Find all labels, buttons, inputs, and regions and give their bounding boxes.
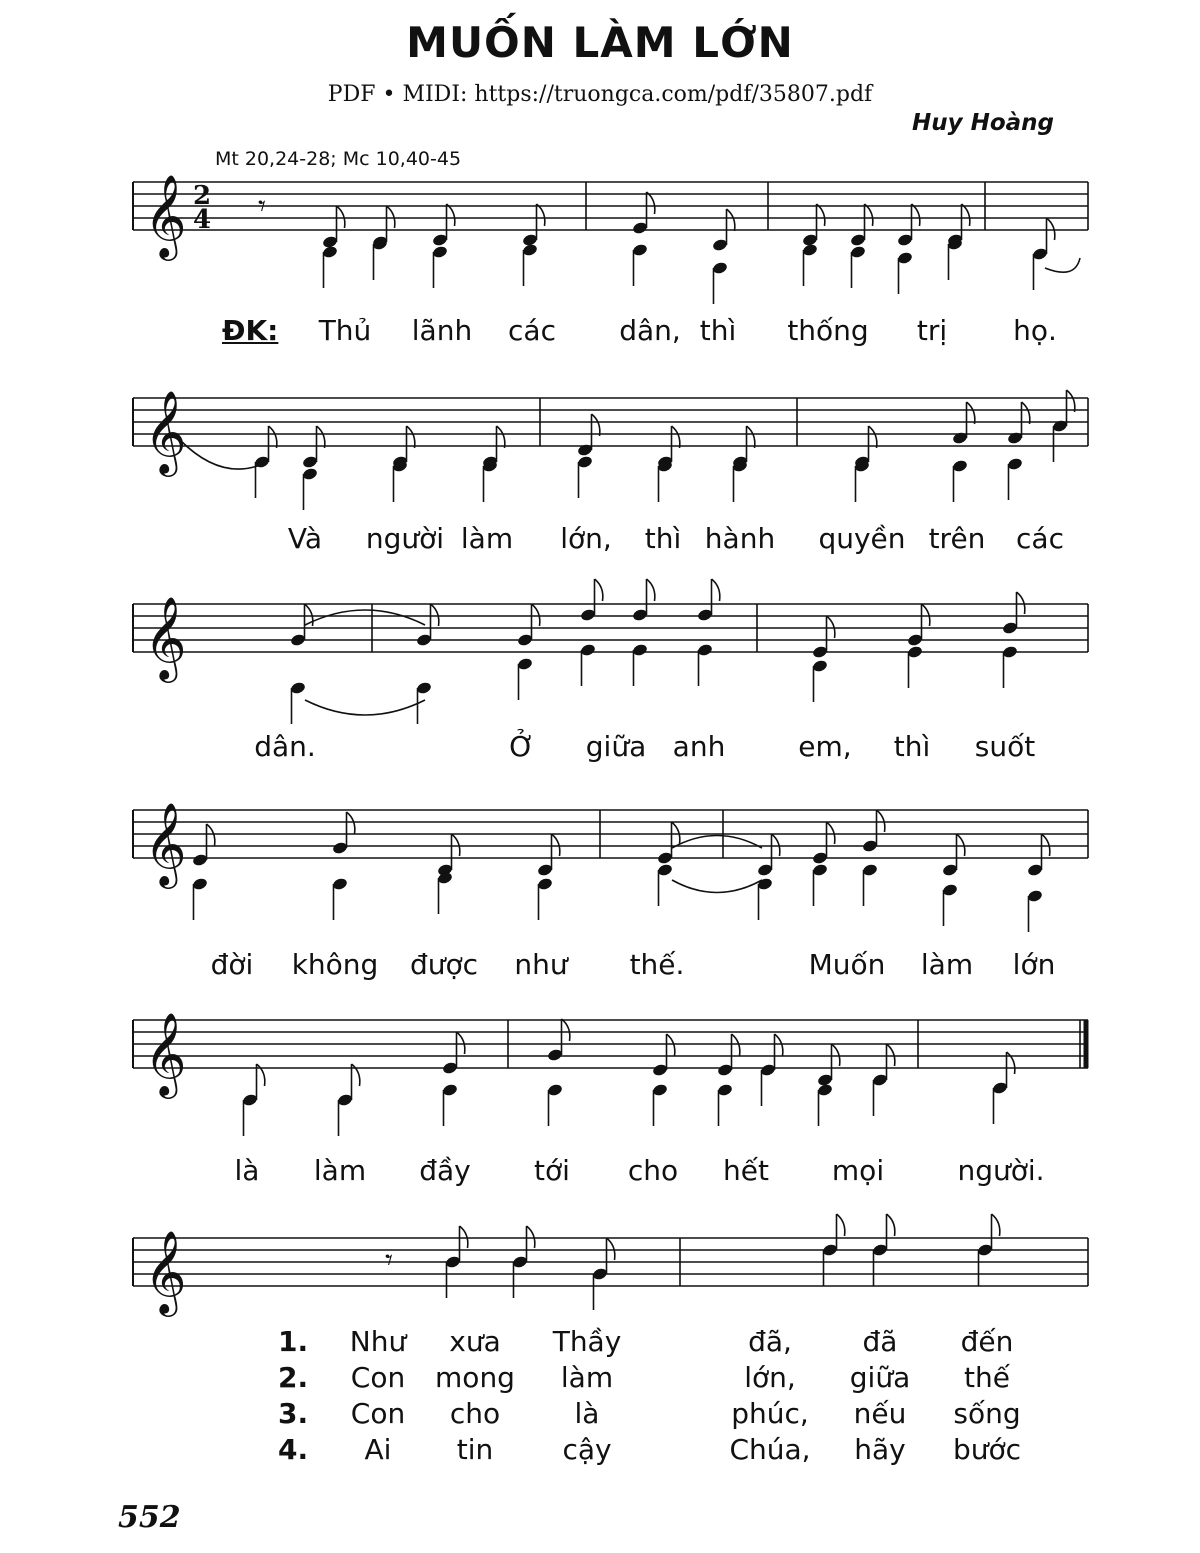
- note-flag: [837, 1214, 845, 1236]
- lyric-syllable: lãnh: [411, 314, 473, 347]
- note-flag: [447, 204, 455, 226]
- verse-number: 2.: [278, 1361, 309, 1394]
- note-flag: [497, 426, 505, 448]
- verse-lyric-syllable: lớn,: [744, 1361, 796, 1394]
- tie: [305, 610, 425, 625]
- note-flag: [1067, 390, 1075, 412]
- lyric-syllable: cho: [627, 1154, 679, 1187]
- note-flag: [527, 1226, 535, 1248]
- song-title: MUỐN LÀM LỚN: [406, 18, 794, 67]
- treble-clef-icon: 𝄞: [144, 1011, 187, 1095]
- note-flag: [827, 616, 835, 638]
- note-flag: [912, 204, 920, 226]
- lyric-syllable: các: [508, 314, 556, 347]
- verse-lyric-syllable: Như: [349, 1325, 407, 1358]
- verse-lyric-syllable: tin: [456, 1433, 494, 1466]
- lyric-syllable: làm: [460, 522, 514, 555]
- treble-clef-icon: 𝄞: [144, 173, 187, 257]
- note-flag: [992, 1214, 1000, 1236]
- lyric-syllable: được: [409, 948, 479, 981]
- note-flag: [1047, 218, 1055, 240]
- verse-lyric-syllable: hãy: [854, 1433, 906, 1466]
- note-flag: [667, 1034, 675, 1056]
- lyric-syllable: Ở: [509, 730, 535, 763]
- time-signature-bottom: 4: [193, 205, 212, 235]
- note-flag: [607, 1238, 615, 1260]
- note-flag: [317, 426, 325, 448]
- lyric-syllable: giữa: [585, 730, 647, 763]
- lyric-syllable: thống: [787, 314, 869, 347]
- lyric-syllable: lớn: [1012, 948, 1056, 981]
- lyric-syllable: như: [514, 948, 568, 981]
- note-flag: [832, 1044, 840, 1066]
- lyric-syllable: đời: [210, 948, 254, 981]
- tie: [672, 880, 762, 893]
- verse-lyric-syllable: bước: [952, 1433, 1022, 1466]
- note-flag: [1022, 402, 1030, 424]
- verse-lyric-syllable: mong: [435, 1361, 515, 1394]
- lyric-syllable: Muốn: [808, 948, 886, 981]
- note-flag: [1017, 592, 1025, 614]
- verse-lyric-syllable: cho: [449, 1397, 501, 1430]
- lyric-syllable: là: [234, 1154, 260, 1187]
- verse-lyric-syllable: đã,: [748, 1325, 792, 1358]
- lyric-syllable: tới: [534, 1154, 570, 1187]
- lyric-syllable: thì: [644, 522, 682, 555]
- lyric-syllable: người.: [957, 1154, 1045, 1187]
- note-flag: [865, 204, 873, 226]
- note-flag: [877, 810, 885, 832]
- verse-number: 1.: [278, 1325, 309, 1358]
- note-flag: [269, 426, 277, 448]
- lyric-syllable: Thủ: [318, 314, 372, 347]
- note-flag: [387, 206, 395, 228]
- note-flag: [460, 1226, 468, 1248]
- treble-clef-icon: 𝄞: [144, 1229, 187, 1313]
- lyric-syllable: làm: [920, 948, 974, 981]
- lyric-syllable: đầy: [419, 1154, 471, 1187]
- composer-name: Huy Hoàng: [911, 110, 1054, 136]
- verse-lyric-syllable: sống: [953, 1397, 1021, 1430]
- lyric-syllable: họ.: [1013, 314, 1057, 347]
- lyric-syllable: làm: [313, 1154, 367, 1187]
- note-flag: [337, 206, 345, 228]
- note-flag: [532, 604, 540, 626]
- eighth-rest-icon: 𝄾: [258, 189, 266, 224]
- note-flag: [869, 426, 877, 448]
- note-flag: [672, 426, 680, 448]
- lyric-syllable: thì: [699, 314, 737, 347]
- note-flag: [727, 209, 735, 231]
- note-flag: [712, 579, 720, 601]
- note-flag: [452, 834, 460, 856]
- lyric-syllable: các: [1016, 522, 1064, 555]
- lyric-syllable: Và: [287, 522, 323, 555]
- note-flag: [592, 414, 600, 436]
- lyric-syllable: anh: [672, 730, 726, 763]
- verse-lyric-syllable: thế: [964, 1361, 1010, 1394]
- source-link[interactable]: PDF • MIDI: https://truongca.com/pdf/35807.pdf: [327, 82, 873, 107]
- scripture-reference: Mt 20,24-28; Mc 10,40-45: [215, 148, 462, 170]
- note-flag: [207, 824, 215, 846]
- refrain-label: ĐK:: [222, 314, 279, 347]
- verse-number: 4.: [278, 1433, 309, 1466]
- verse-lyric-syllable: phúc,: [731, 1397, 809, 1430]
- verse-lyric-syllable: xưa: [449, 1325, 501, 1358]
- note-flag: [647, 192, 655, 214]
- lyric-syllable: hành: [704, 522, 776, 555]
- treble-clef-icon: 𝄞: [144, 389, 187, 473]
- note-flag: [347, 812, 355, 834]
- note-flag: [962, 204, 970, 226]
- note-flag: [775, 1034, 783, 1056]
- tie: [1045, 258, 1080, 272]
- lyric-syllable: không: [291, 948, 379, 981]
- note-flag: [647, 579, 655, 601]
- verse-lyric-syllable: Thầy: [552, 1325, 622, 1358]
- lyric-syllable: hết: [723, 1154, 769, 1187]
- verse-lyric-syllable: giữa: [849, 1361, 911, 1394]
- time-signature-top: 2: [193, 181, 212, 211]
- note-flag: [732, 1034, 740, 1056]
- lyric-syllable: lớn,: [560, 522, 612, 555]
- note-flag: [922, 604, 930, 626]
- note-flag: [407, 426, 415, 448]
- note-flag: [431, 604, 439, 626]
- note-flag: [595, 579, 603, 601]
- verse-lyric-syllable: Con: [350, 1397, 406, 1430]
- note-flag: [887, 1214, 895, 1236]
- lyric-syllable: trên: [928, 522, 986, 555]
- note-flag: [827, 822, 835, 844]
- note-flag: [967, 402, 975, 424]
- note-flag: [552, 834, 560, 856]
- note-flag: [672, 822, 680, 844]
- lyric-syllable: người: [365, 522, 445, 555]
- lyric-syllable: thế.: [629, 948, 685, 981]
- note-flag: [772, 834, 780, 856]
- page-number: 552: [118, 1500, 181, 1535]
- lyric-syllable: mọi: [831, 1154, 885, 1187]
- note-flag: [1042, 834, 1050, 856]
- note-flag: [457, 1032, 465, 1054]
- verse-lyric-syllable: nếu: [853, 1397, 907, 1430]
- lyric-syllable: suốt: [974, 730, 1036, 763]
- treble-clef-icon: 𝄞: [144, 595, 187, 679]
- verse-lyric-syllable: Chúa,: [729, 1433, 811, 1466]
- verse-number: 3.: [278, 1397, 309, 1430]
- verse-lyric-syllable: đến: [960, 1325, 1014, 1358]
- note-flag: [887, 1044, 895, 1066]
- note-flag: [562, 1019, 570, 1041]
- lyric-syllable: trị: [916, 314, 948, 347]
- lyric-syllable: dân.: [254, 730, 316, 763]
- lyric-syllable: dân,: [619, 314, 681, 347]
- verse-lyric-syllable: là: [574, 1397, 600, 1430]
- note-flag: [747, 426, 755, 448]
- lyric-syllable: thì: [893, 730, 931, 763]
- tie: [180, 440, 260, 469]
- note-flag: [957, 834, 965, 856]
- verse-lyric-syllable: làm: [560, 1361, 614, 1394]
- note-flag: [817, 204, 825, 226]
- verse-lyric-syllable: Con: [350, 1361, 406, 1394]
- lyric-syllable: em,: [798, 730, 852, 763]
- treble-clef-icon: 𝄞: [144, 801, 187, 885]
- tie: [305, 700, 425, 715]
- note-flag: [537, 204, 545, 226]
- verse-lyric-syllable: cậy: [562, 1433, 612, 1466]
- lyric-syllable: quyền: [818, 522, 906, 555]
- eighth-rest-icon: 𝄾: [385, 1243, 393, 1278]
- verse-lyric-syllable: Ai: [364, 1433, 392, 1466]
- verse-lyric-syllable: đã: [862, 1325, 898, 1358]
